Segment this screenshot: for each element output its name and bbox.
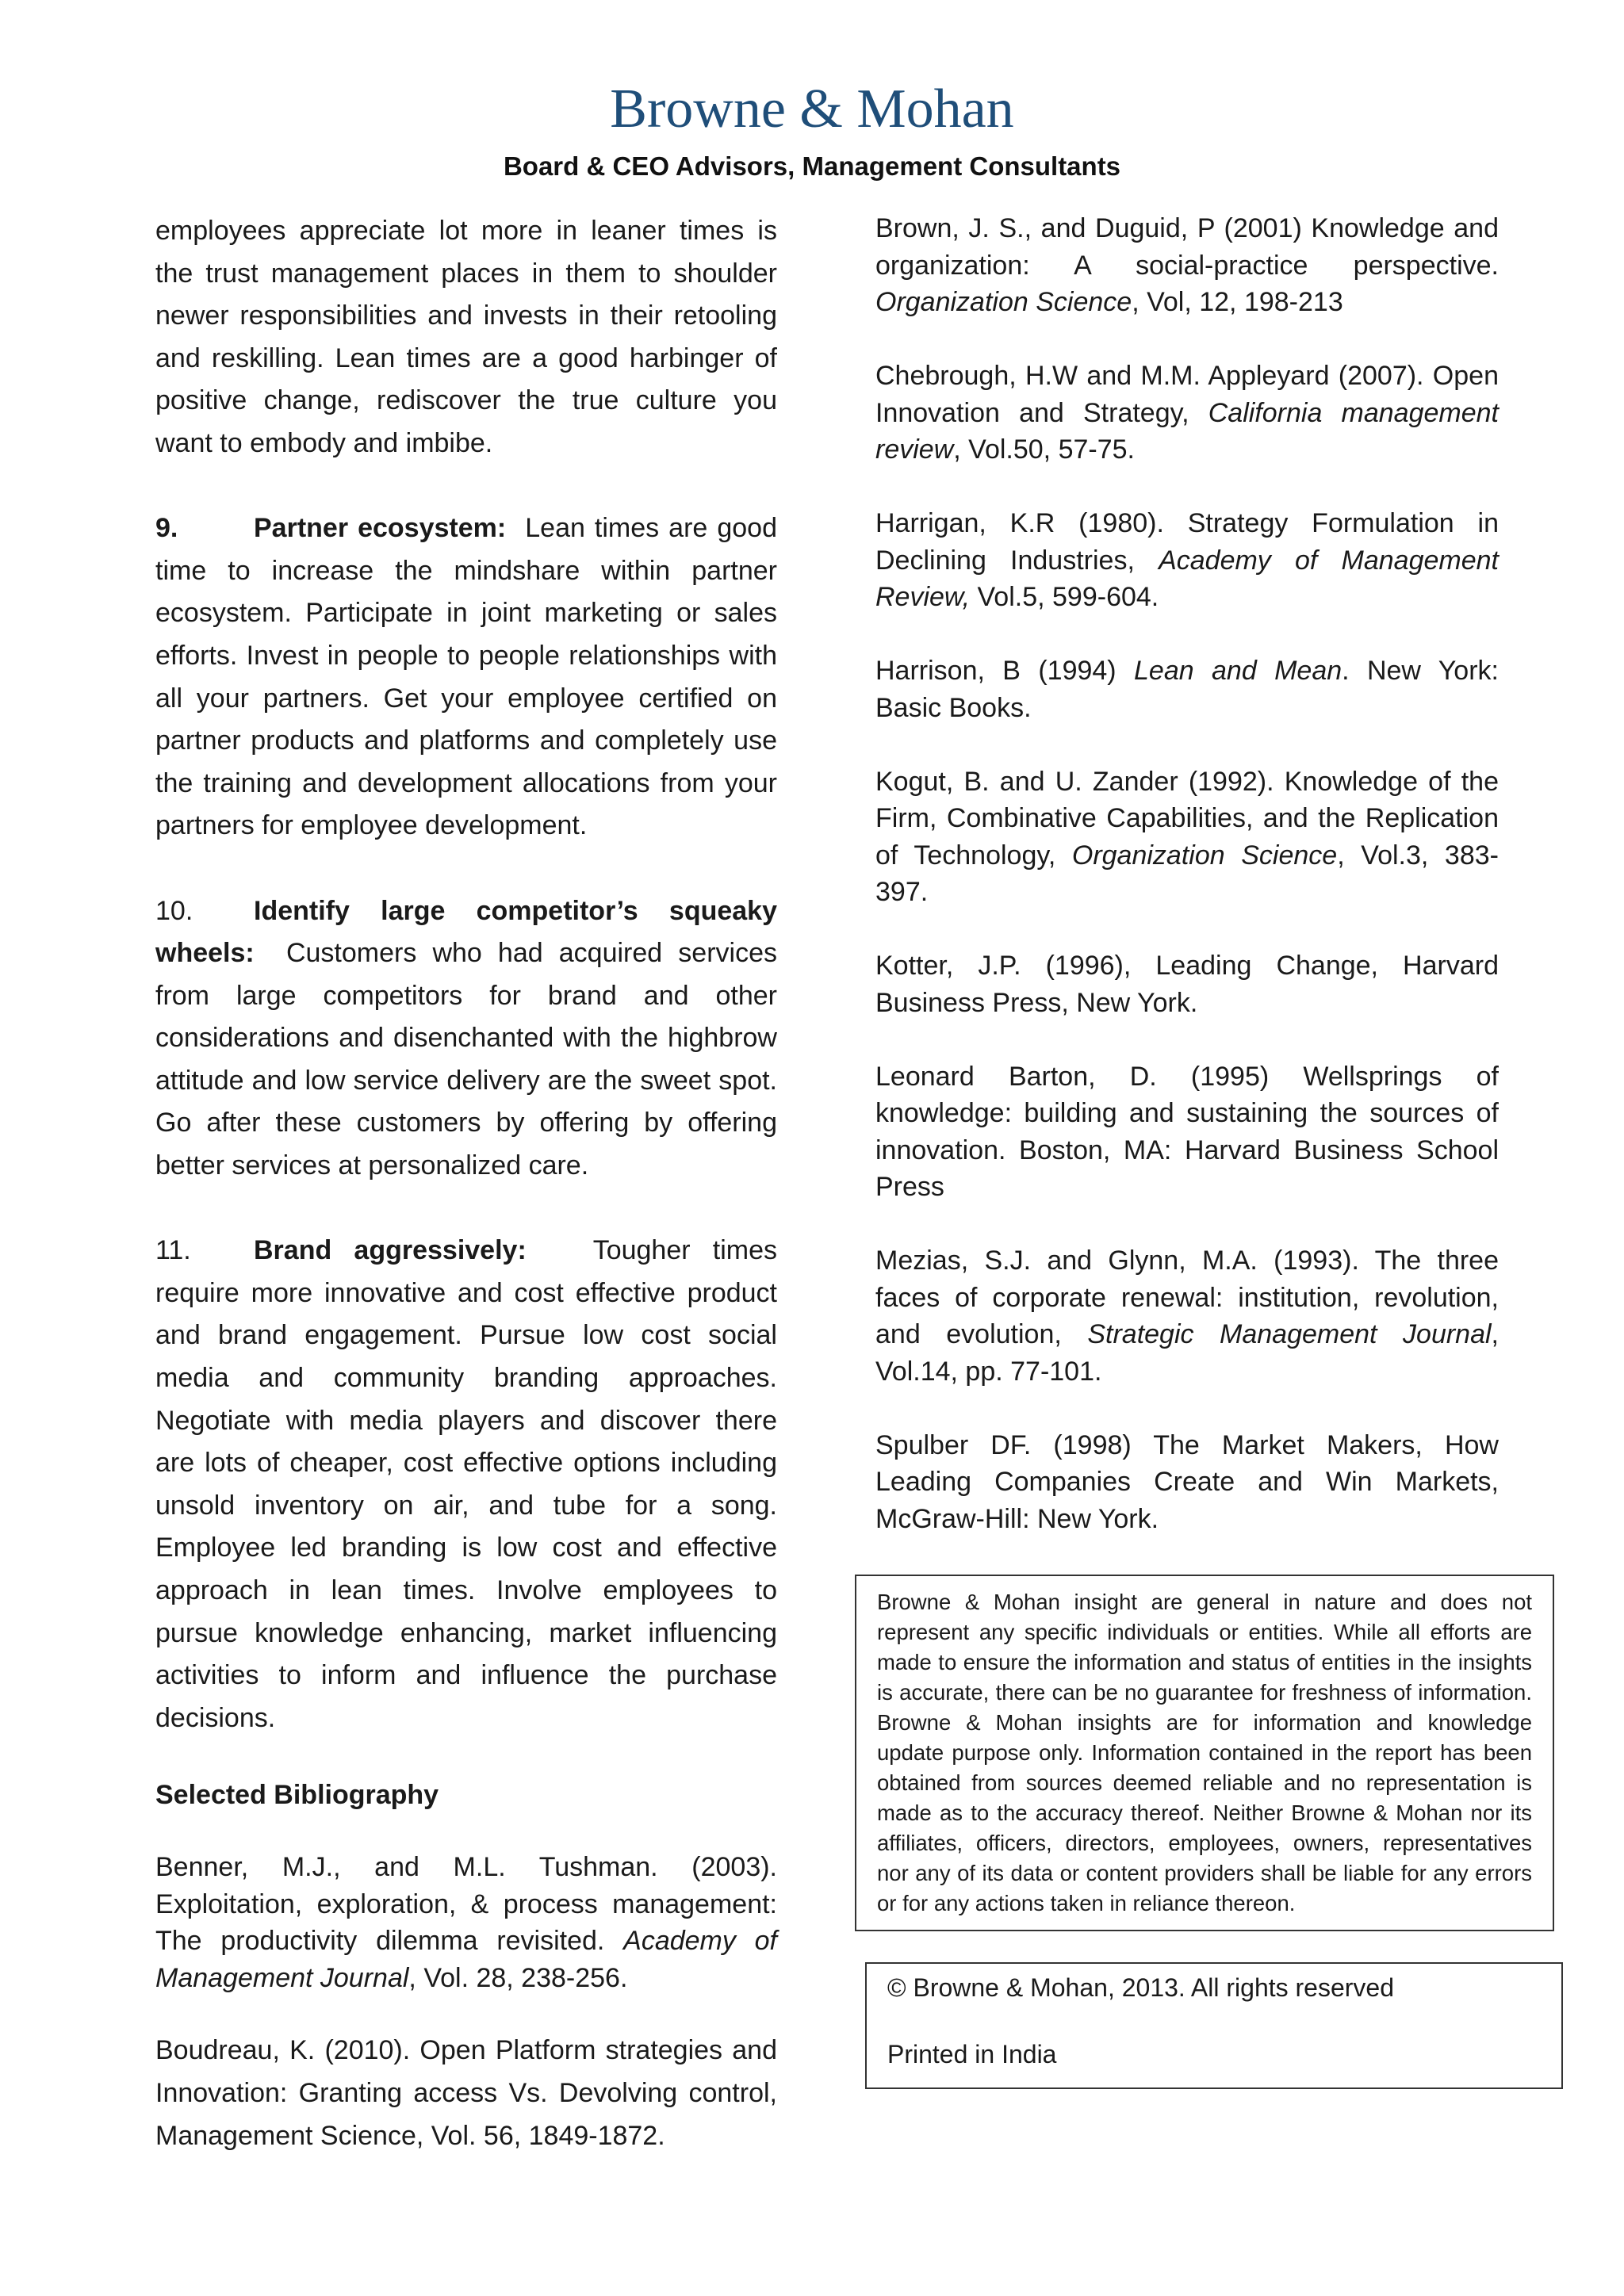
ref-text: Chebrough, H.W and M.M. Appleyard (2007). Open Innovation and Strategy, bbox=[875, 361, 1499, 428]
ref-journal: Lean and Mean bbox=[1134, 656, 1342, 686]
ref-text: Mezias, S.J. and Glynn, M.A. (1993). The three faces of corporate renewal: institution, revolution, and evolution, bbox=[875, 1246, 1499, 1349]
ref-journal: Academy of Management Journal bbox=[155, 1926, 777, 1993]
ref-details: , Vol.3, 383-397. bbox=[875, 840, 1499, 907]
reference-benner bbox=[155, 1849, 777, 1996]
item-text: Tougher times require more innovative and cost effective product and brand engagement. Pursue low cost social media and community branding approaches. Negotiate with media players and discover there are lots of cheaper, cost effective options including unsold inventory on air, and tube for a song. Employee led branding is low cost and effective approach in lean times. Involve employees to pursue knowledge enhancing, market influencing activities to inform and influence the purchase decisions. bbox=[155, 1235, 777, 1733]
item-10 bbox=[155, 890, 777, 1188]
ref-details: Vol.5, 599-604. bbox=[970, 582, 1159, 612]
ref-journal: Organization Science bbox=[875, 287, 1132, 317]
ref-text: Benner, M.J., and M.L. Tushman. (2003). Exploitation, exploration, & process management: The productivity dilemma revisited. bbox=[155, 1852, 777, 1957]
reference-kogut bbox=[875, 763, 1499, 911]
item-text: Lean times are good time to increase the mindshare within partner ecosystem. Participate in joint marketing or sales efforts. Invest in people to people relationships with all your partners. Get your employee certified on partner products and platforms and completely use the training and development allocations from your partners for employee development. bbox=[155, 513, 777, 841]
item-text: Customers who had acquired services from large competitors for brand and other considerations and disenchanted with the highbrow attitude and low service delivery are the sweet spot. Go after these customers by offering by offering better services at personalized care. bbox=[155, 938, 777, 1181]
reference-brown bbox=[875, 210, 1499, 321]
intro-paragraph: employees appreciate lot more in leaner times is the trust management places in them to shoulder newer responsibilities and invests in their retooling and reskilling. Lean times are a good harbinger of positive change, rediscover the true culture you want to embody and imbibe. bbox=[155, 216, 777, 458]
ref-text: Brown, J. S., and Duguid, P (2001) Knowledge and organization: A social-practice perspective. bbox=[875, 213, 1499, 281]
item-title: Partner ecosystem: bbox=[254, 513, 507, 544]
bibliography-heading: Selected Bibliography bbox=[155, 1780, 439, 1811]
reference-leonard-barton bbox=[875, 1058, 1499, 1206]
item-number: 11. bbox=[155, 1235, 191, 1266]
item-title: Brand aggressively: bbox=[254, 1235, 527, 1266]
ref-text: Boudreau, K. (2010). Open Platform strategies and Innovation: Granting access Vs. Devolving control, Management Science, Vol. 56, 1849-1872. bbox=[155, 2035, 777, 2151]
copyright-notice: © Browne & Mohan, 2013. All rights reserved bbox=[887, 1973, 1395, 2002]
printed-notice: Printed in India bbox=[887, 2040, 1057, 2068]
page-header bbox=[0, 71, 1624, 186]
ref-details: , Vol.14, pp. 77-101. bbox=[875, 1319, 1499, 1387]
item-title: Identify large competitor’s squeaky wheels: bbox=[155, 895, 777, 969]
ref-details: . New York: Basic Books. bbox=[875, 656, 1499, 723]
brand-tagline: Board & CEO Advisors, Management Consultants bbox=[503, 151, 1121, 181]
reference-mezias bbox=[875, 1242, 1499, 1390]
reference-chebrough bbox=[875, 358, 1499, 469]
copyright-box bbox=[865, 1962, 1563, 2089]
ref-text: Harrigan, K.R (1980). Strategy Formulation in Declining Industries, bbox=[875, 508, 1499, 576]
disclaimer-box: Browne & Mohan insight are general in nature and does not represent any specific individuals or entities. While all efforts are made to ensure the information and status of entities in the insights is accurate, there can be no guarantee for freshness of information. Browne & Mohan insights are for information and knowledge update purpose only. Information contained in the report has been obtained from sources deemed reliable and no representation is made as to the accuracy thereof. Neither Browne & Mohan nor its affiliates, officers, directors, employees, owners, representatives nor any of its data or content providers shall be liable for any errors or for any actions taken in reliance thereon. bbox=[855, 1575, 1554, 1931]
reference-boudreau bbox=[155, 2030, 777, 2157]
reference-spulber bbox=[875, 1427, 1499, 1538]
ref-text: Leonard Barton, D. (1995) Wellsprings of knowledge: building and sustaining the sources of innovation. Boston, MA: Harvard Business School Press bbox=[875, 1061, 1499, 1202]
ref-details: , Vol.50, 57-75. bbox=[953, 434, 1135, 465]
ref-details: , Vol. 28, 238-256. bbox=[408, 1962, 628, 1993]
item-11 bbox=[155, 1230, 777, 1739]
reference-kotter bbox=[875, 947, 1499, 1021]
ref-journal: California management review bbox=[875, 397, 1499, 465]
ref-journal: Organization Science bbox=[1071, 840, 1338, 871]
ref-text: Spulber DF. (1998) The Market Makers, How Leading Companies Create and Win Markets, McGraw-Hill: New York. bbox=[875, 1429, 1499, 1534]
ref-journal: Academy of Management Review, bbox=[875, 545, 1499, 612]
right-column bbox=[875, 210, 1499, 1575]
ref-details: , Vol, 12, 198-213 bbox=[1132, 287, 1343, 317]
reference-harrison bbox=[875, 652, 1499, 726]
left-column bbox=[155, 210, 777, 2157]
brand-title: Browne & Mohan bbox=[610, 78, 1014, 140]
item-number: 10. bbox=[155, 895, 193, 926]
reference-harrigan bbox=[875, 505, 1499, 616]
ref-text: Kotter, J.P. (1996), Leading Change, Harvard Business Press, New York. bbox=[875, 951, 1499, 1018]
item-9 bbox=[155, 507, 777, 848]
ref-text: Kogut, B. and U. Zander (1992). Knowledge of the Firm, Combinative Capabilities, and the Replication of Technology, bbox=[875, 766, 1499, 871]
item-number: 9. bbox=[155, 513, 178, 544]
ref-text: Harrison, B (1994) bbox=[875, 656, 1134, 686]
ref-journal: Strategic Management Journal bbox=[1087, 1319, 1492, 1349]
